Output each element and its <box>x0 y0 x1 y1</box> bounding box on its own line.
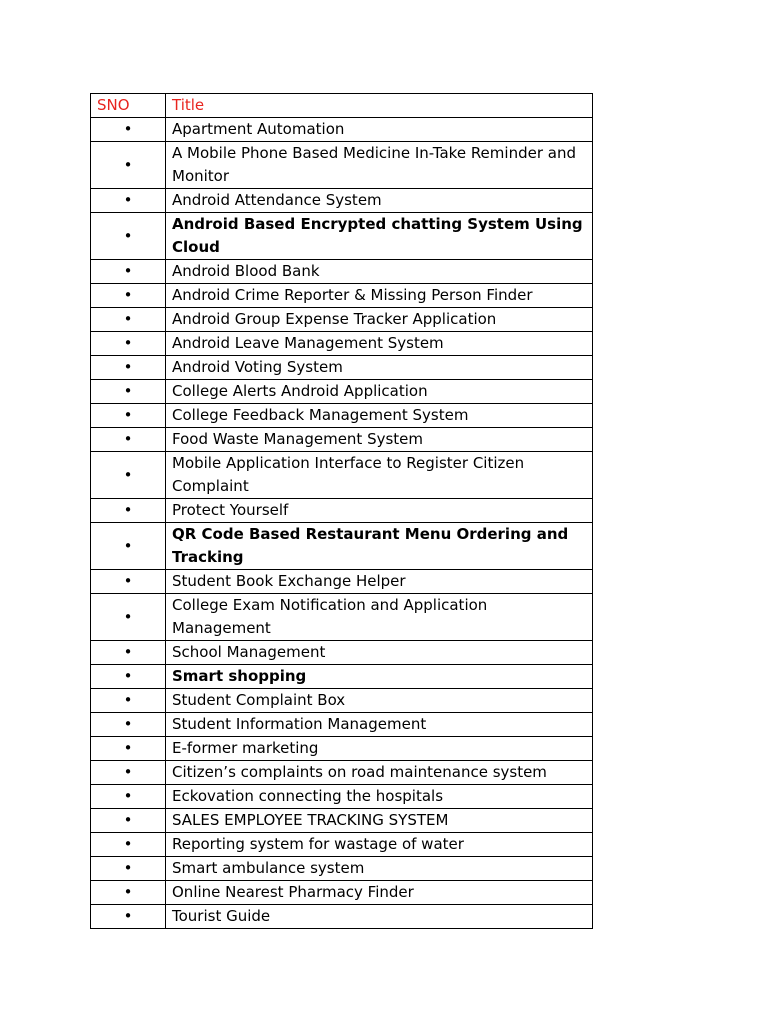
table-row <box>91 189 593 213</box>
row-bullet: • <box>91 523 166 570</box>
row-bullet: • <box>91 570 166 594</box>
row-bullet: • <box>91 761 166 785</box>
table-row <box>91 833 593 857</box>
table-row <box>91 665 593 689</box>
row-title: College Alerts Android Application <box>166 380 593 404</box>
project-titles-table <box>90 93 593 929</box>
row-bullet: • <box>91 809 166 833</box>
row-bullet: • <box>91 499 166 523</box>
row-title: College Feedback Management System <box>166 404 593 428</box>
row-title: Android Group Expense Tracker Application <box>166 308 593 332</box>
table-row <box>91 761 593 785</box>
table-row <box>91 260 593 284</box>
row-title: QR Code Based Restaurant Menu Ordering and Tracking <box>166 523 593 570</box>
row-title: Smart ambulance system <box>166 857 593 881</box>
table-row <box>91 523 593 570</box>
table-row <box>91 428 593 452</box>
sno-header: SNO <box>91 94 166 118</box>
row-bullet: • <box>91 213 166 260</box>
row-title: Smart shopping <box>166 665 593 689</box>
row-bullet: • <box>91 332 166 356</box>
table-row <box>91 404 593 428</box>
table-row <box>91 308 593 332</box>
row-bullet: • <box>91 857 166 881</box>
row-title: A Mobile Phone Based Medicine In-Take Reminder and Monitor <box>166 142 593 189</box>
table-row <box>91 785 593 809</box>
table-row <box>91 594 593 641</box>
row-title: Citizen’s complaints on road maintenance system <box>166 761 593 785</box>
row-bullet: • <box>91 665 166 689</box>
row-title: Android Based Encrypted chatting System Using Cloud <box>166 213 593 260</box>
row-title: Android Attendance System <box>166 189 593 213</box>
row-title: SALES EMPLOYEE TRACKING SYSTEM <box>166 809 593 833</box>
row-title: School Management <box>166 641 593 665</box>
row-title: Tourist Guide <box>166 905 593 929</box>
row-title: Mobile Application Interface to Register Citizen Complaint <box>166 452 593 499</box>
row-title: Android Voting System <box>166 356 593 380</box>
row-bullet: • <box>91 594 166 641</box>
row-title: Apartment Automation <box>166 118 593 142</box>
table-row <box>91 713 593 737</box>
row-title: Android Blood Bank <box>166 260 593 284</box>
table-row <box>91 284 593 308</box>
title-header: Title <box>166 94 593 118</box>
row-bullet: • <box>91 380 166 404</box>
row-title: Student Information Management <box>166 713 593 737</box>
table-row <box>91 570 593 594</box>
row-bullet: • <box>91 452 166 499</box>
row-bullet: • <box>91 905 166 929</box>
row-title: E-former marketing <box>166 737 593 761</box>
row-bullet: • <box>91 689 166 713</box>
row-bullet: • <box>91 260 166 284</box>
row-bullet: • <box>91 737 166 761</box>
row-bullet: • <box>91 881 166 905</box>
row-title: Android Crime Reporter & Missing Person Finder <box>166 284 593 308</box>
row-bullet: • <box>91 118 166 142</box>
row-bullet: • <box>91 641 166 665</box>
header-row <box>91 94 593 118</box>
row-bullet: • <box>91 428 166 452</box>
table-row <box>91 857 593 881</box>
row-bullet: • <box>91 785 166 809</box>
table-row <box>91 641 593 665</box>
row-bullet: • <box>91 356 166 380</box>
row-title: College Exam Notification and Application Management <box>166 594 593 641</box>
row-title: Protect Yourself <box>166 499 593 523</box>
row-title: Eckovation connecting the hospitals <box>166 785 593 809</box>
row-title: Online Nearest Pharmacy Finder <box>166 881 593 905</box>
row-bullet: • <box>91 713 166 737</box>
row-title: Food Waste Management System <box>166 428 593 452</box>
row-title: Student Book Exchange Helper <box>166 570 593 594</box>
row-bullet: • <box>91 404 166 428</box>
row-bullet: • <box>91 284 166 308</box>
table-row <box>91 452 593 499</box>
row-bullet: • <box>91 142 166 189</box>
table-row <box>91 905 593 929</box>
table-row <box>91 356 593 380</box>
table-row <box>91 118 593 142</box>
table-body <box>91 118 593 929</box>
table-row <box>91 689 593 713</box>
table-row <box>91 142 593 189</box>
row-title: Reporting system for wastage of water <box>166 833 593 857</box>
table-row <box>91 213 593 260</box>
table-row <box>91 332 593 356</box>
row-bullet: • <box>91 308 166 332</box>
row-title: Student Complaint Box <box>166 689 593 713</box>
table-row <box>91 499 593 523</box>
row-title: Android Leave Management System <box>166 332 593 356</box>
table-row <box>91 809 593 833</box>
table-row <box>91 881 593 905</box>
row-bullet: • <box>91 833 166 857</box>
table-header <box>91 94 593 118</box>
row-bullet: • <box>91 189 166 213</box>
table-row <box>91 737 593 761</box>
table-row <box>91 380 593 404</box>
